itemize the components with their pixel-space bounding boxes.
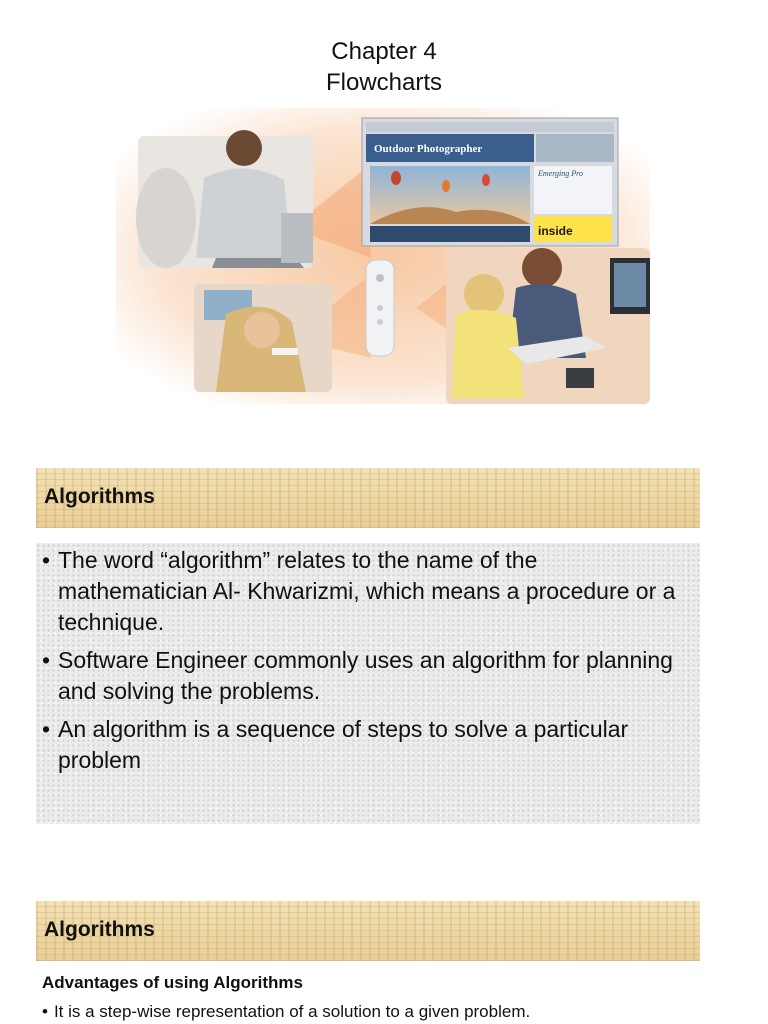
slide-title bbox=[0, 36, 768, 98]
screen-tag: inside bbox=[538, 224, 573, 238]
slide2-heading: Algorithms bbox=[44, 485, 155, 508]
web-browser-screen bbox=[362, 118, 618, 246]
slide3-banner bbox=[36, 901, 700, 961]
bullet-item bbox=[42, 545, 692, 638]
slide-title-line2: Flowcharts bbox=[325, 69, 443, 96]
bullet-text: An algorithm is a sequence of steps to solve a particular problem bbox=[58, 716, 629, 773]
bullet-text: The word “algorithm” relates to the name of the mathematician Al- Khwarizmi, which means a procedure or a technique. bbox=[58, 547, 676, 635]
bullet-marker: • bbox=[42, 716, 51, 742]
bullet-item bbox=[42, 714, 692, 776]
slide2-bullet-list bbox=[42, 545, 692, 783]
slide3-subheading: Advantages of using Algorithms bbox=[42, 973, 304, 992]
computer-usage-collage bbox=[116, 108, 650, 404]
bullet-marker: • bbox=[42, 547, 51, 573]
slide2-banner bbox=[36, 468, 700, 528]
slide3-bullet-item bbox=[42, 1002, 530, 1022]
slide3-heading: Algorithms bbox=[44, 918, 155, 941]
screen-side-heading: Emerging Pro bbox=[538, 169, 583, 178]
screen-magazine-title: Outdoor Photographer bbox=[374, 143, 483, 155]
slide-title-line1: Chapter 4 bbox=[331, 38, 437, 65]
girl-on-phone-photo bbox=[194, 284, 332, 392]
bullet-marker: • bbox=[42, 1002, 48, 1021]
slide2-content-box bbox=[36, 543, 700, 824]
bullet-marker: • bbox=[42, 647, 51, 673]
game-controller-photo bbox=[366, 260, 394, 356]
women-at-computer-photo bbox=[446, 248, 650, 404]
bullet-text: Software Engineer commonly uses an algorithm for planning and solving the problems. bbox=[58, 647, 673, 704]
bullet-text: It is a step-wise representation of a solution to a given problem. bbox=[53, 1002, 531, 1021]
bullet-item bbox=[42, 645, 692, 707]
man-with-laptop-photo bbox=[136, 130, 313, 268]
